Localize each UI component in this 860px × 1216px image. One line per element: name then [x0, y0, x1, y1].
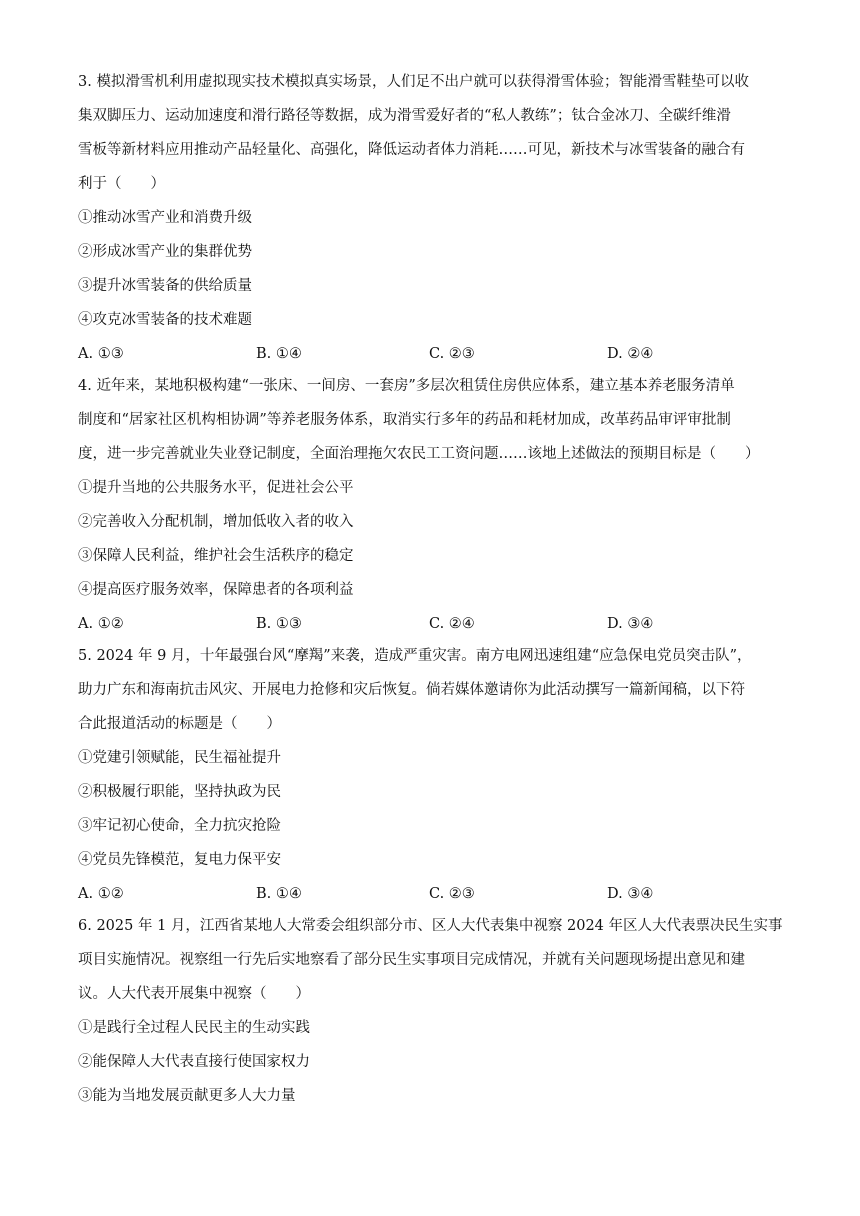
answer-options	[78, 607, 788, 641]
statement: ①是践行全过程人民民主的生动实践	[78, 1020, 310, 1036]
question-5	[78, 639, 788, 911]
question-stem-line: 制度和“居家社区机构相协调”等养老服务体系，取消实行多年的药品和耗材加成，改革药品审评审批制	[78, 412, 731, 428]
question-stem-line: 合此报道活动的标题是（ ）	[78, 716, 281, 732]
option-b: B. ①③	[256, 616, 302, 632]
statement: ③保障人民利益，维护社会生活秩序的稳定	[78, 548, 354, 564]
option-d: D. ③④	[607, 886, 654, 902]
question-stem-line: 雪板等新材料应用推动产品轻量化、高强化，降低运动者体力消耗……可见，新技术与冰雪装备的融合有	[78, 142, 745, 158]
statement: ①推动冰雪产业和消费升级	[78, 210, 252, 226]
question-stem-line: 3. 模拟滑雪机利用虚拟现实技术模拟真实场景，人们足不出户就可以获得滑雪体验；智能滑雪鞋垫可以收	[78, 74, 749, 90]
statement: ②形成冰雪产业的集群优势	[78, 244, 252, 260]
question-stem-line: 5. 2024 年 9 月，十年最强台风“摩羯”来袭，造成严重灾害。南方电网迅速组建“应急保电党员突击队”，	[78, 648, 752, 664]
question-4	[78, 369, 788, 641]
question-6	[78, 909, 788, 1113]
option-a: A. ①③	[78, 346, 124, 362]
statement: ③能为当地发展贡献更多人大力量	[78, 1088, 296, 1104]
question-stem-line: 助力广东和海南抗击风灾、开展电力抢修和灾后恢复。倘若媒体邀请你为此活动撰写一篇新闻稿，以下符	[78, 682, 745, 698]
answer-options	[78, 337, 788, 371]
statement: ④党员先锋模范，复电力保平安	[78, 852, 281, 868]
question-stem-line: 议。人大代表开展集中视察（ ）	[78, 986, 310, 1002]
option-a: A. ①②	[78, 616, 124, 632]
question-stem-line: 集双脚压力、运动加速度和滑行路径等数据，成为滑雪爱好者的“私人教练”；钛合金冰刀、全碳纤维滑	[78, 108, 731, 124]
statement: ④攻克冰雪装备的技术难题	[78, 312, 252, 328]
statement: ③提升冰雪装备的供给质量	[78, 278, 252, 294]
question-stem-line: 度，进一步完善就业失业登记制度，全面治理拖欠农民工工资问题……该地上述做法的预期目标是（ ）	[78, 446, 760, 462]
option-c: C. ②④	[429, 616, 475, 632]
statement: ②能保障人大代表直接行使国家权力	[78, 1054, 310, 1070]
option-b: B. ①④	[256, 346, 302, 362]
question-stem-line: 利于（ ）	[78, 176, 165, 192]
option-d: D. ③④	[607, 616, 654, 632]
question-stem-line: 项目实施情况。视察组一行先后实地察看了部分民生实事项目完成情况，并就有关问题现场提出意见和建	[78, 952, 745, 968]
statement: ①党建引领赋能，民生福祉提升	[78, 750, 281, 766]
option-a: A. ①②	[78, 886, 124, 902]
statement: ③牢记初心使命，全力抗灾抢险	[78, 818, 281, 834]
statement: ②完善收入分配机制，增加低收入者的收入	[78, 514, 354, 530]
option-d: D. ②④	[607, 346, 654, 362]
option-c: C. ②③	[429, 886, 475, 902]
question-3	[78, 65, 788, 371]
question-stem-line: 6. 2025 年 1 月，江西省某地人大常委会组织部分市、区人大代表集中视察 2024 年区人大代表票决民生实事	[78, 918, 783, 934]
statement: ②积极履行职能，坚持执政为民	[78, 784, 281, 800]
statement: ①提升当地的公共服务水平，促进社会公平	[78, 480, 354, 496]
option-b: B. ①④	[256, 886, 302, 902]
answer-options	[78, 877, 788, 911]
statement: ④提高医疗服务效率，保障患者的各项利益	[78, 582, 354, 598]
option-c: C. ②③	[429, 346, 475, 362]
question-stem-line: 4. 近年来，某地积极构建“一张床、一间房、一套房”多层次租赁住房供应体系，建立基本养老服务清单	[78, 378, 735, 394]
